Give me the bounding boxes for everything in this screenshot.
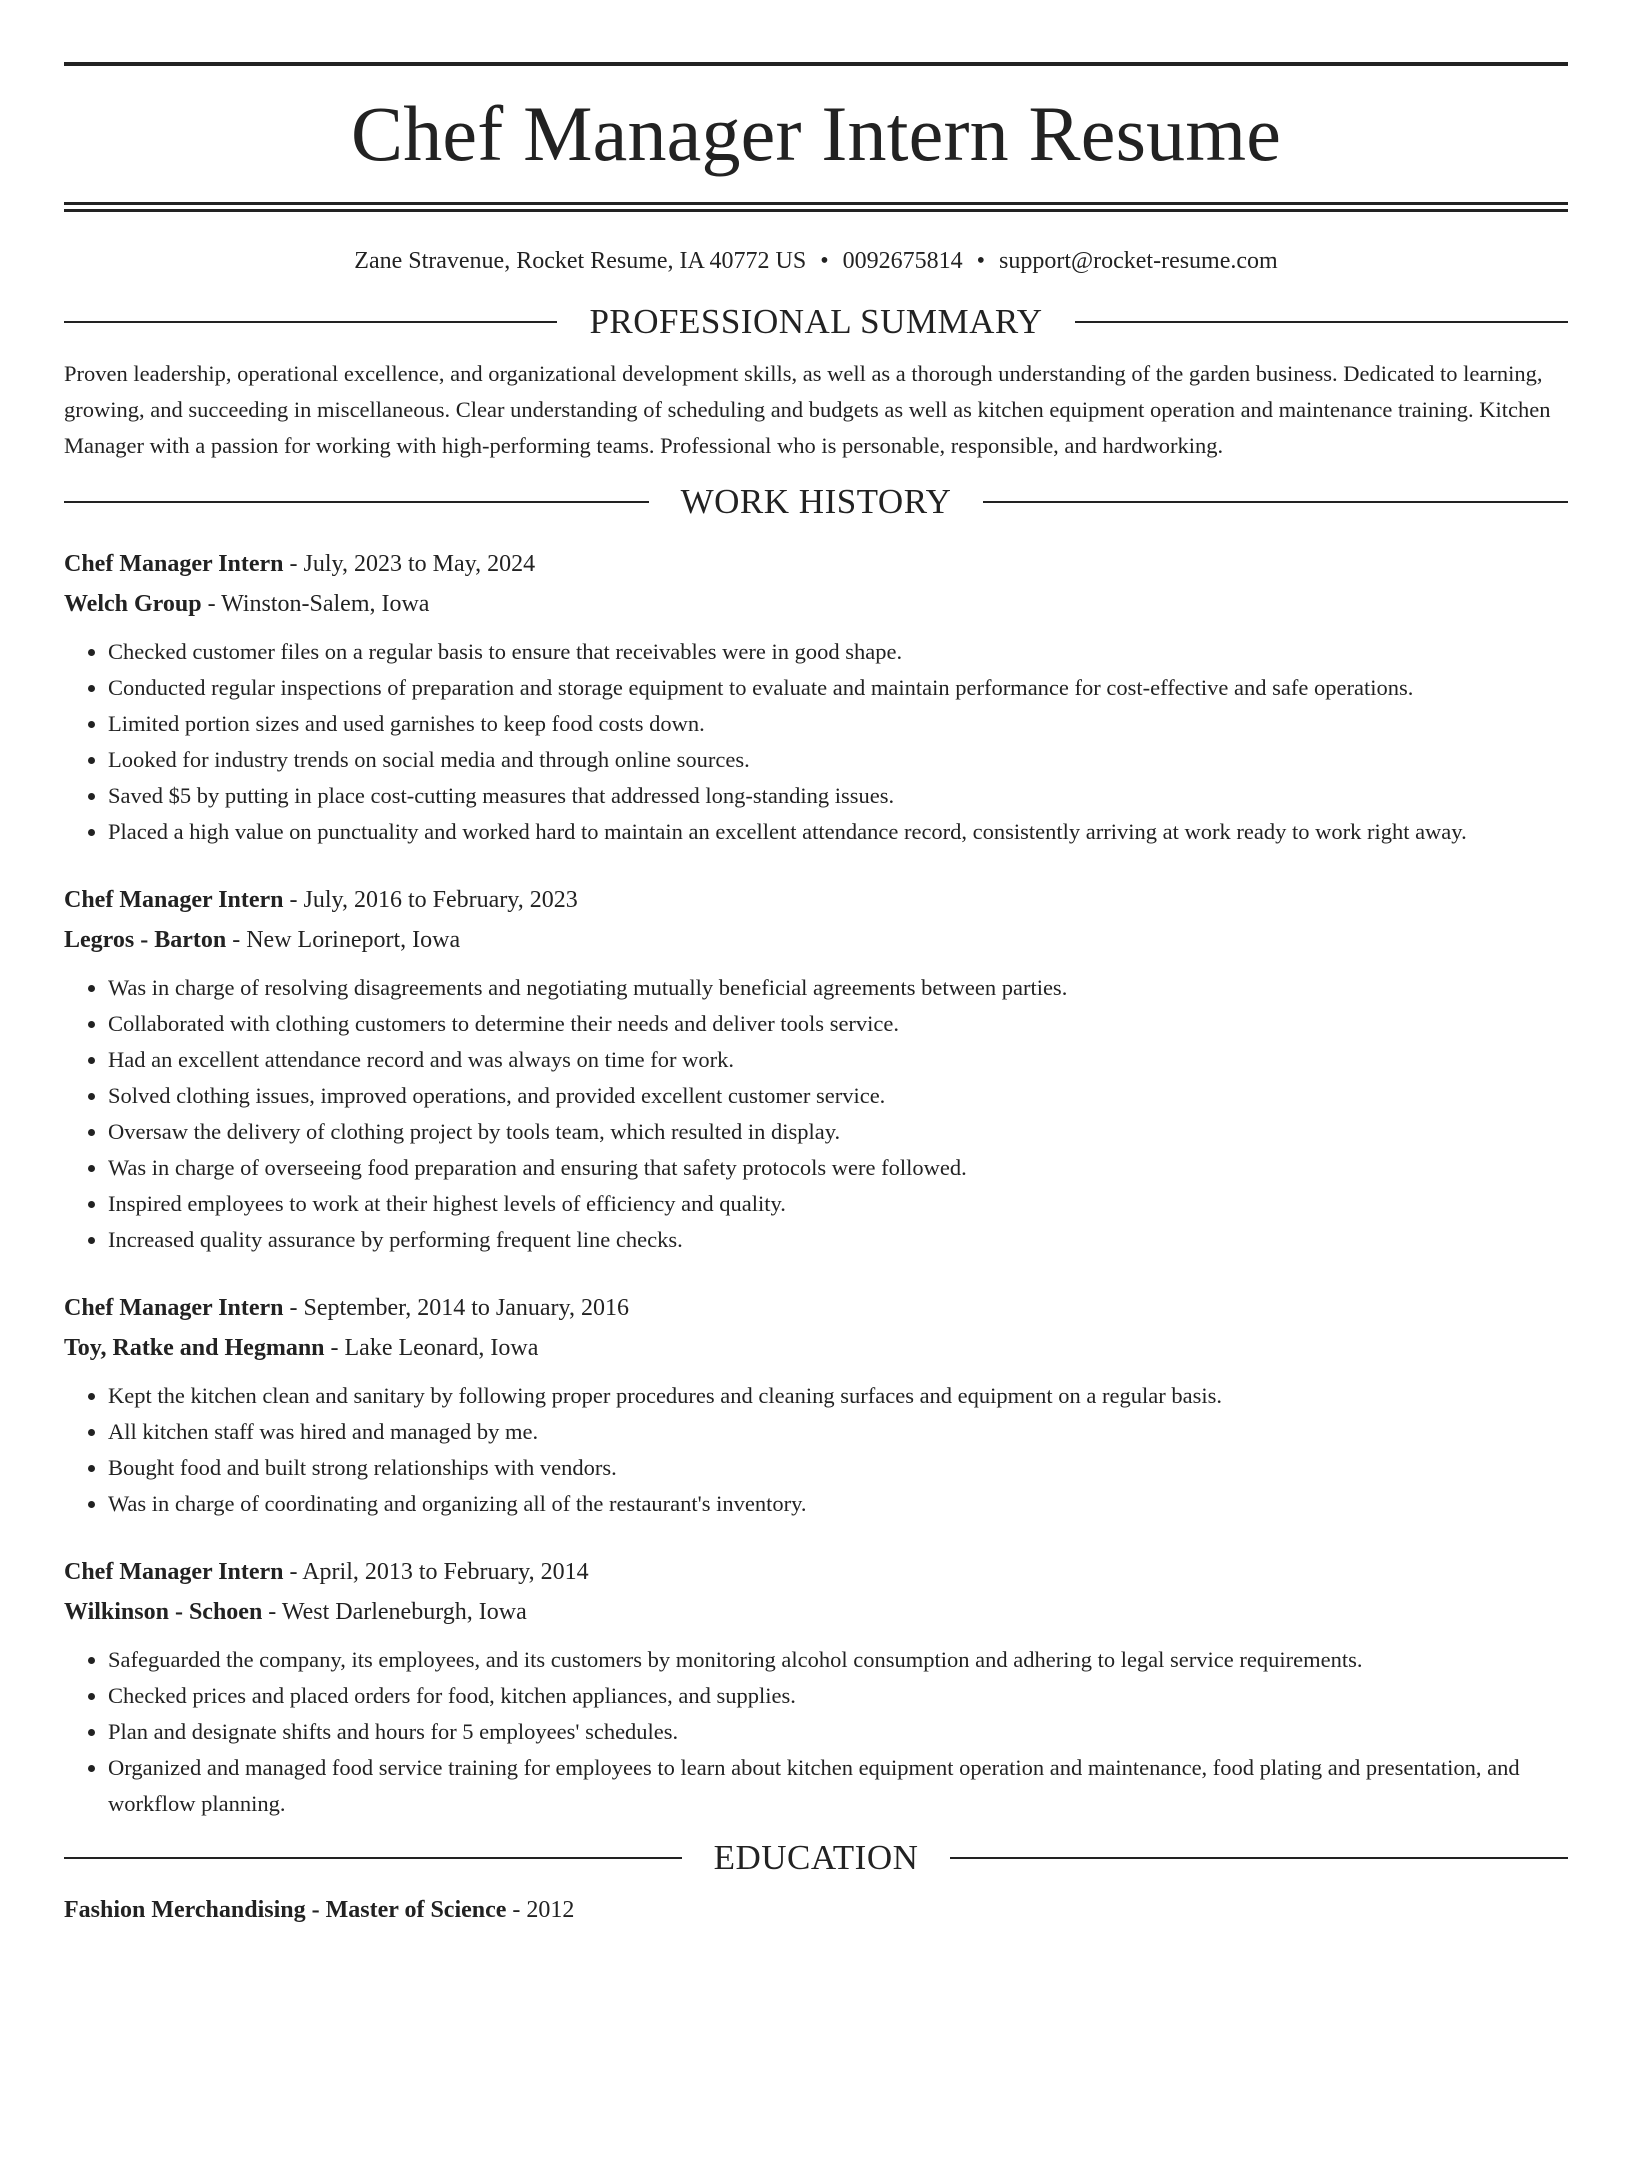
job-bullet: • Inspired employees to work at their highest levels of efficiency and quality. bbox=[108, 1186, 1568, 1222]
section-title-work: WORK HISTORY bbox=[680, 482, 952, 521]
job-dates: - July, 2023 to May, 2024 bbox=[283, 551, 536, 577]
resume-page bbox=[0, 62, 1632, 2174]
page-title: Chef Manager Intern Resume bbox=[350, 90, 1282, 177]
job-company-line bbox=[64, 1592, 1568, 1632]
job-dates: - July, 2016 to February, 2023 bbox=[283, 887, 578, 913]
job-bullet: • Organized and managed food service training for employees to learn about kitchen equipment operation and maintenance, food plating and presentation, and workflow planning. bbox=[108, 1750, 1568, 1822]
job-dates: - September, 2014 to January, 2016 bbox=[283, 1295, 629, 1321]
section-rule-left bbox=[64, 321, 557, 323]
job-bullet: • Bought food and built strong relationships with vendors. bbox=[108, 1450, 1568, 1486]
job-bullet: • Solved clothing issues, improved operations, and provided excellent customer service. bbox=[108, 1078, 1568, 1114]
section-rule-left bbox=[64, 501, 649, 503]
job-entry bbox=[64, 1552, 1568, 1822]
job-bullets bbox=[64, 970, 1568, 1258]
job-entry bbox=[64, 544, 1568, 850]
job-location: - Lake Leonard, Iowa bbox=[324, 1335, 539, 1361]
job-bullets bbox=[64, 1378, 1568, 1522]
job-bullet: • Checked customer files on a regular basis to ensure that receivables were in good shape. bbox=[108, 634, 1568, 670]
job-company-line bbox=[64, 920, 1568, 960]
contact-email: support@rocket-resume.com bbox=[999, 248, 1278, 274]
job-bullet: • Oversaw the delivery of clothing project by tools team, which resulted in display. bbox=[108, 1114, 1568, 1150]
job-title: Chef Manager Intern bbox=[64, 1559, 284, 1585]
section-rule-right bbox=[983, 501, 1568, 503]
section-rule-right bbox=[950, 1857, 1568, 1859]
job-title-line bbox=[64, 1552, 1568, 1592]
job-location: - New Lorineport, Iowa bbox=[226, 927, 461, 953]
job-bullet: • Looked for industry trends on social media and through online sources. bbox=[108, 742, 1568, 778]
summary-text: Proven leadership, operational excellence, and organizational development skills, as well as a thorough understanding of the garden business. Dedicated to learning, growing, and succeeding in miscellaneous. Clear understanding of scheduling and budgets as well as kitchen equipment operation and maintenance training. Kitchen Manager with a passion for working with high-performing teams. Professional who is personable, responsible, and hardworking. bbox=[64, 361, 1551, 458]
job-bullet: • Was in charge of overseeing food preparation and ensuring that safety protocols were followed. bbox=[108, 1150, 1568, 1186]
job-bullet: • Had an excellent attendance record and was always on time for work. bbox=[108, 1042, 1568, 1078]
section-header-summary bbox=[64, 300, 1568, 344]
job-bullet: • Was in charge of resolving disagreements and negotiating mutually beneficial agreements between parties. bbox=[108, 970, 1568, 1006]
contact-line bbox=[64, 246, 1568, 276]
job-title-line bbox=[64, 1288, 1568, 1328]
section-rule-left bbox=[64, 1857, 682, 1859]
job-company: Toy, Ratke and Hegmann bbox=[64, 1335, 325, 1361]
contact-phone: 0092675814 bbox=[842, 248, 963, 274]
job-title-line bbox=[64, 544, 1568, 584]
education-year: - 2012 bbox=[506, 1897, 575, 1923]
job-title: Chef Manager Intern bbox=[64, 551, 284, 577]
job-bullet: • Plan and designate shifts and hours for 5 employees' schedules. bbox=[108, 1714, 1568, 1750]
job-bullet: • Collaborated with clothing customers to determine their needs and deliver tools service. bbox=[108, 1006, 1568, 1042]
section-header-work bbox=[64, 480, 1568, 524]
job-bullet: • Safeguarded the company, its employees, and its customers by monitoring alcohol consumption and adhering to legal service requirements. bbox=[108, 1642, 1568, 1678]
contact-separator: • bbox=[820, 248, 829, 274]
job-bullet: • Checked prices and placed orders for food, kitchen appliances, and supplies. bbox=[108, 1678, 1568, 1714]
job-title: Chef Manager Intern bbox=[64, 887, 284, 913]
job-bullet: • Was in charge of coordinating and organizing all of the restaurant's inventory. bbox=[108, 1486, 1568, 1522]
job-company: Wilkinson - Schoen bbox=[64, 1599, 263, 1625]
job-bullet: • Limited portion sizes and used garnishes to keep food costs down. bbox=[108, 706, 1568, 742]
education-degree: Fashion Merchandising - Master of Science bbox=[64, 1897, 507, 1923]
job-company-line bbox=[64, 584, 1568, 624]
job-entry bbox=[64, 1288, 1568, 1522]
job-location: - Winston-Salem, Iowa bbox=[201, 591, 430, 617]
section-header-education bbox=[64, 1836, 1568, 1880]
job-company-line bbox=[64, 1328, 1568, 1368]
job-bullets bbox=[64, 634, 1568, 850]
job-bullets bbox=[64, 1642, 1568, 1822]
job-bullet: • Saved $5 by putting in place cost-cutting measures that addressed long-standing issues. bbox=[108, 778, 1568, 814]
title-double-rule bbox=[64, 202, 1568, 212]
job-company: Legros - Barton bbox=[64, 927, 227, 953]
job-location: - West Darleneburgh, Iowa bbox=[262, 1599, 527, 1625]
job-bullet: • Placed a high value on punctuality and worked hard to maintain an excellent attendance record, consistently arriving at work ready to work right away. bbox=[108, 814, 1568, 850]
section-title-summary: PROFESSIONAL SUMMARY bbox=[589, 302, 1043, 341]
education-entry bbox=[64, 1890, 1568, 1930]
job-bullet: • All kitchen staff was hired and managed by me. bbox=[108, 1414, 1568, 1450]
job-title-line bbox=[64, 880, 1568, 920]
job-bullet: • Increased quality assurance by performing frequent line checks. bbox=[108, 1222, 1568, 1258]
job-dates: - April, 2013 to February, 2014 bbox=[283, 1559, 589, 1585]
top-rule bbox=[64, 62, 1568, 66]
job-company: Welch Group bbox=[64, 591, 202, 617]
job-bullet: • Conducted regular inspections of preparation and storage equipment to evaluate and maintain performance for cost-effective and safe operations. bbox=[108, 670, 1568, 706]
contact-separator: • bbox=[976, 248, 986, 274]
work-history-list bbox=[64, 544, 1568, 1822]
section-title-education: EDUCATION bbox=[713, 1838, 919, 1877]
job-entry bbox=[64, 880, 1568, 1258]
section-rule-right bbox=[1075, 321, 1568, 323]
contact-address: Zane Stravenue, Rocket Resume, IA 40772 US bbox=[354, 248, 807, 274]
job-title: Chef Manager Intern bbox=[64, 1295, 284, 1321]
job-bullet: • Kept the kitchen clean and sanitary by following proper procedures and cleaning surfaces and equipment on a regular basis. bbox=[108, 1378, 1568, 1414]
